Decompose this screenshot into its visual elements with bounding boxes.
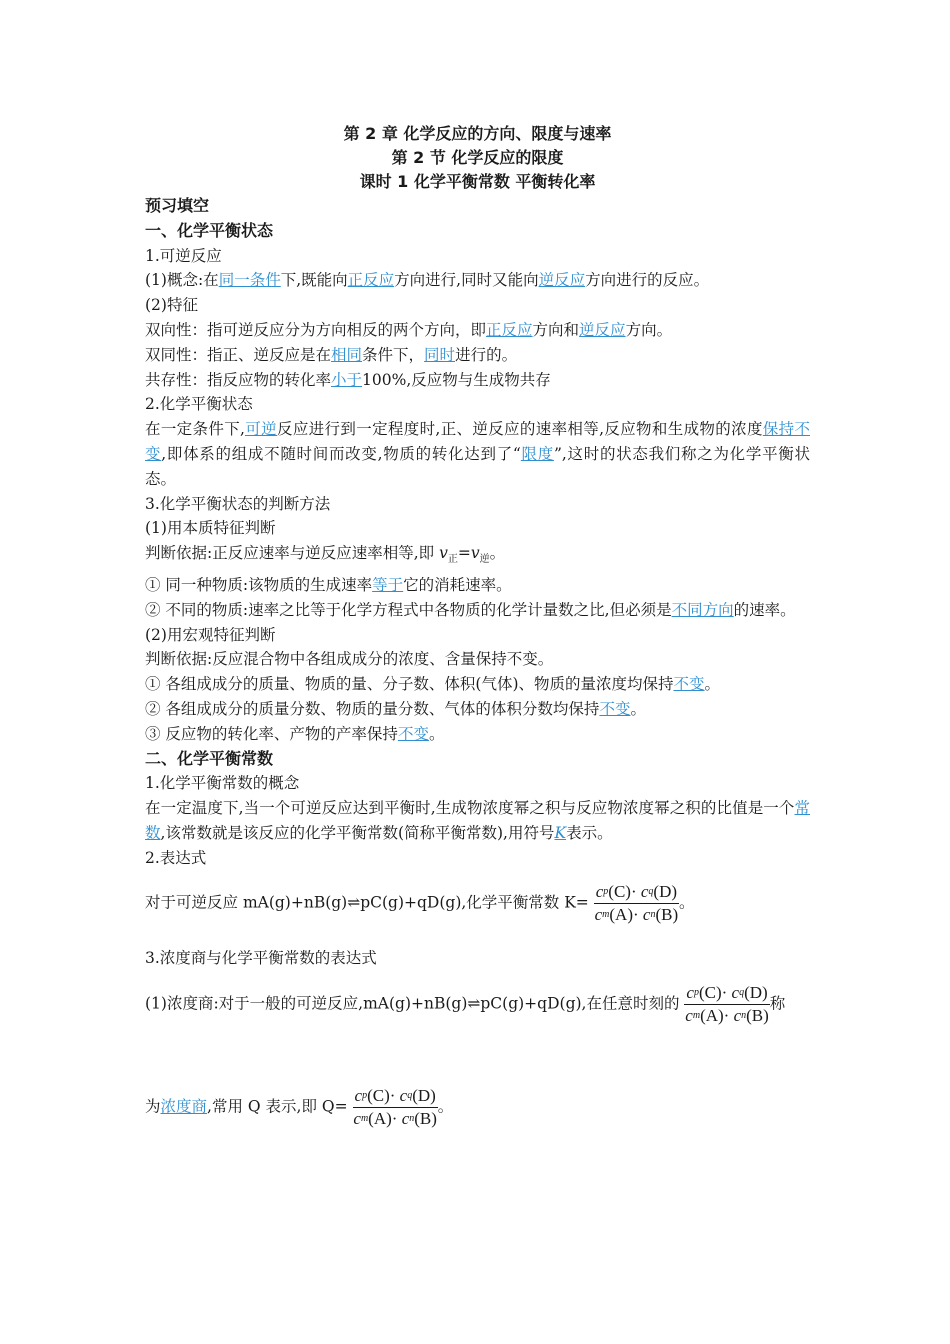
q-expression-line: 为浓度商,常用 Q 表示,即 Q= $\frac{c^p(C)\cdot c^q(D)}{c^m(A)\cdot c^n(B)}$ 。: [145, 1086, 454, 1129]
judge-sub1: (1)用本质特征判断: [145, 519, 276, 538]
heading-part1: 一、化学平衡状态: [145, 220, 274, 240]
answer-blank: 不同方向: [671, 600, 734, 619]
answer-blank: 正反应: [347, 271, 395, 290]
judge-basis2: 判断依据:反应混合物中各组成成分的浓度、含量保持不变。: [145, 650, 554, 669]
k-fraction: [594, 881, 679, 926]
constant-concept-title: 1.化学平衡常数的概念: [145, 774, 300, 793]
answer-blank: 限度: [520, 444, 554, 463]
equilibrium-paragraph: 在一定条件下,可逆反应进行到一定程度时,正、逆反应的速率相等,反应物和生成物的浓度保持不变,即体系的组成不随时间而改变,物质的转化达到了“限度”,这时的状态我们称之为化学平衡状态。: [145, 420, 810, 488]
direction-line: 双向性：指可逆反应分为方向相反的两个方向，即正反应方向和逆反应方向。: [145, 320, 673, 339]
answer-blank: 同一条件: [218, 271, 281, 290]
same-line: 双同性：指正、逆反应是在相同条件下，同时进行的。: [145, 345, 518, 364]
q-fraction: [353, 1085, 438, 1130]
k-expression-line: 对于可逆反应 mA(g)+nB(g)⇌pC(g)+qD(g),化学平衡常数 K= $\frac{c^p(C)\cdot c^q(D)}{c^m(A)\cdot c^n(B)}$ 。: [145, 881, 695, 924]
judge-title: 3.化学平衡状态的判断方法: [145, 494, 331, 513]
answer-blank: 逆反应: [538, 271, 586, 290]
answer-blank: 小于: [331, 370, 363, 389]
answer-blank: 常数: [145, 799, 810, 843]
constant-concept-paragraph: 在一定温度下,当一个可逆反应达到平衡时,生成物浓度幂之积与反应物浓度幂之积的比值是一个常数,该常数就是该反应的化学平衡常数(简称平衡常数),用符号K表示。: [145, 799, 810, 843]
chapter-title: 第 2 章 化学反应的方向、限度与速率: [343, 124, 612, 143]
feature-title: (2)特征: [145, 296, 198, 315]
heading-preview: 预习填空: [145, 196, 210, 215]
macro-1: ① 各组成成分的质量、物质的量、分子数、体积(气体)、物质的量浓度均保持不变。: [145, 675, 721, 694]
answer-blank: 浓度商: [160, 1097, 208, 1116]
fraction-numerator: $c^p(C)\cdot c^q(D)$: [594, 881, 679, 904]
answer-blank: 不变: [599, 700, 631, 719]
answer-blank: 同时: [424, 345, 456, 364]
judge-basis1: 判断依据:正反应速率与逆反应速率相等,即 $v_正=v_逆$。: [145, 544, 506, 566]
answer-blank: 等于: [372, 576, 404, 595]
q-fraction-general: [684, 982, 769, 1027]
section-title: 第 2 节 化学反应的限度: [391, 148, 564, 167]
fraction-denominator: $c^m(A)\cdot c^n(B)$: [353, 1109, 437, 1129]
fraction-denominator: $c^m(A)\cdot c^n(B)$: [685, 1006, 769, 1026]
heading-part2: 二、化学平衡常数: [145, 748, 274, 768]
equilibrium-title: 2.化学平衡状态: [145, 395, 253, 414]
answer-blank: 相同: [331, 345, 363, 364]
answer-blank: 正反应: [486, 320, 533, 339]
answer-blank: 不变: [397, 724, 429, 743]
fraction-numerator: $c^p(C)\cdot c^q(D)$: [353, 1085, 438, 1108]
macro-2: ② 各组成成分的质量分数、物质的量分数、气体的体积分数均保持不变。: [145, 700, 646, 719]
quotient-line: (1)浓度商:对于一般的可逆反应,mA(g)+nB(g)⇌pC(g)+qD(g),在任意时刻的 $\frac{c^p(C)\cdot c^q(D)}{c^m(A)\cdot c^n(B)}$ 称: [145, 983, 786, 1026]
rule-2: ② 不同的物质:速率之比等于化学方程式中各物质的化学计量数之比,但必须是不同方向的速率。: [145, 600, 796, 619]
coexist-line: 共存性：指反应物的转化率小于100%,反应物与生成物共存: [145, 370, 551, 389]
answer-blank: 不变: [673, 675, 705, 694]
judge-sub2: (2)用宏观特征判断: [145, 625, 276, 644]
quotient-title: 3.浓度商与化学平衡常数的表达式: [145, 948, 377, 967]
fraction-denominator: $c^m(A)\cdot c^n(B)$: [594, 904, 679, 924]
lesson-title: 课时 1 化学平衡常数 平衡转化率: [359, 172, 596, 191]
reaction-equation: mA(g)+nB(g)⇌pC(g)+qD(g): [363, 994, 582, 1013]
answer-blank: K: [554, 824, 567, 843]
answer-blank: 可逆: [244, 420, 278, 439]
macro-3: ③ 反应物的转化率、产物的产率保持不变。: [145, 724, 445, 743]
answer-blank: 保持不变: [145, 420, 810, 463]
reaction-equation: mA(g)+nB(g)⇌pC(g)+qD(g): [242, 893, 462, 912]
document-page: [145, 122, 810, 1130]
rule-1: ① 同一种物质:该物质的生成速率等于它的消耗速率。: [145, 576, 512, 595]
expression-title: 2.表达式: [145, 848, 207, 867]
fraction-numerator: $c^p(C)\cdot c^q(D)$: [684, 982, 769, 1005]
answer-blank: 逆反应: [579, 320, 626, 339]
reversible-title: 1.可逆反应: [145, 246, 222, 265]
concept-line: (1)概念:在同一条件下,既能向正反应方向进行,同时又能向逆反应方向进行的反应。: [145, 271, 710, 290]
